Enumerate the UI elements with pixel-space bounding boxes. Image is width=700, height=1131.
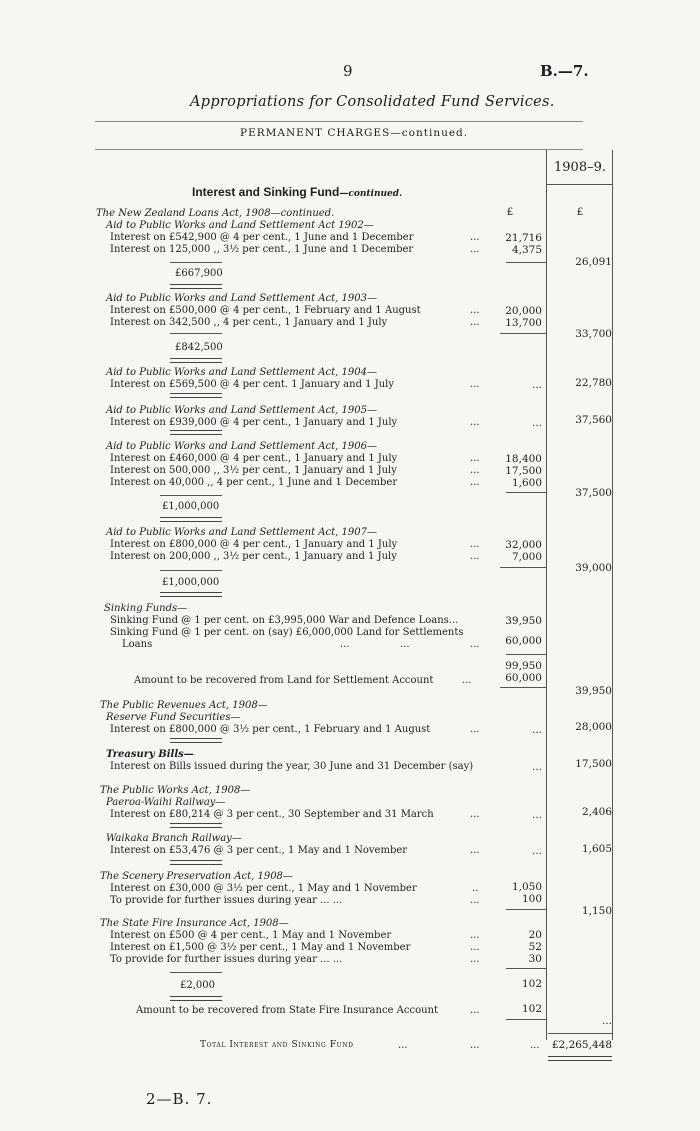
fire-recover-rule [506, 1019, 546, 1020]
grand-total-amount: £2,265,448 [551, 1039, 612, 1051]
act1902-subtotal-rule [170, 262, 222, 263]
act1906-amount-1: 18,400 [505, 453, 542, 465]
pound-sign-col1: £ [506, 206, 514, 218]
act1902-subtotal-double-rule [170, 284, 222, 289]
act1905-double-rule [170, 430, 222, 435]
section-title-main: Interest and Sinking Fund [192, 185, 340, 199]
act1907-line-1: Interest on £800,000 @ 4 per cent., 1 January and 1 July [110, 539, 398, 550]
act1903-amount-2: 13,700 [505, 317, 542, 329]
act1904-line: Interest on £569,500 @ 4 per cent. 1 January and 1 July [110, 379, 395, 390]
fire-line-3: To provide for further issues during year ... ... [110, 954, 343, 965]
act1907-subtotal-double-rule [160, 592, 222, 597]
fire-subtotal: £2,000 [180, 980, 215, 991]
fire-amount-1: 20 [528, 929, 542, 941]
paeroa-total: 2,406 [581, 806, 612, 818]
act1904-dots-1: ... [470, 379, 480, 390]
act1906-subtotal-rule [160, 495, 222, 496]
treasury-total: 17,500 [575, 758, 612, 770]
document-reference: B.—7. [540, 62, 589, 80]
act1902-line-2: Interest on 125,000 ,, 3½ per cent., 1 June and 1 December [110, 244, 414, 255]
paeroa-dots-1: ... [470, 809, 480, 820]
year-header-rule [546, 184, 612, 185]
sinking-recover-rule [500, 687, 546, 688]
act1907-sum-rule [500, 567, 546, 568]
revenues-dots-2: ... [531, 724, 542, 736]
paeroa-line: Interest on £80,214 @ 3 per cent., 30 September and 31 March [110, 809, 434, 820]
sinking-line-3: Loans [122, 639, 153, 650]
act1906-subtotal: £1,000,000 [162, 501, 220, 512]
act1903-subtotal-rule [170, 333, 222, 334]
page-subtitle: PERMANENT CHARGES—continued. [240, 127, 469, 139]
fire-total: ... [601, 1015, 612, 1027]
act1907-amount-1: 32,000 [505, 539, 542, 551]
act1907-amount-2: 7,000 [511, 551, 542, 563]
act1903-sum-rule [500, 333, 546, 334]
sinking-recover-amount: 60,000 [505, 672, 542, 684]
sinking-sum: 99,950 [505, 660, 542, 672]
total-label: Total Interest and Sinking Fund [200, 1040, 354, 1050]
act1902-dots-1: ... [470, 232, 480, 243]
fire-line-1: Interest on £500 @ 4 per cent., 1 May and 1 November [110, 930, 392, 941]
fire-dots-3: ... [470, 954, 480, 965]
act1904-dots-2: ... [531, 379, 542, 391]
scenery-total: 1,150 [581, 905, 612, 917]
scenery-line-1: Interest on £30,000 @ 3½ per cent., 1 May and 1 November [110, 883, 417, 894]
act1905-dots-1: ... [470, 417, 480, 428]
act1906-subtotal-double-rule [160, 517, 222, 522]
act1904-total: 22,780 [575, 377, 612, 389]
act1906-line-1: Interest on £460,000 @ 4 per cent., 1 January and 1 July [110, 453, 398, 464]
sinking-dots-a: ... [340, 639, 350, 650]
scenery-act: The Scenery Preservation Act, 1908— [100, 871, 293, 882]
waikaka-dots-2: ... [531, 845, 542, 857]
act1907-dots-1: ... [470, 539, 480, 550]
total-dots-2: ... [470, 1040, 480, 1051]
act1906-dots-1: ... [470, 453, 480, 464]
revenues-total: 28,000 [575, 721, 612, 733]
act1907-total: 39,000 [575, 562, 612, 574]
act1906-dots-3: ... [470, 477, 480, 488]
title-rule [95, 121, 583, 122]
act1902-amount-2: 4,375 [511, 244, 542, 256]
act1903-dots-1: ... [470, 305, 480, 316]
scenery-sum-rule [506, 909, 546, 910]
act1905-dots-2: ... [531, 417, 542, 429]
public-works-act: The Public Works Act, 1908— [100, 785, 251, 796]
total-dots-3: ... [530, 1040, 540, 1051]
treasury-line: Interest on Bills issued during the year, 30 June and 31 December (say) [110, 761, 474, 772]
revenues-double-rule [170, 738, 222, 743]
sinking-amount-2: 60,000 [505, 635, 542, 647]
fire-sum: 102 [521, 978, 542, 990]
act1903-total: 33,700 [575, 328, 612, 340]
act1906-line-3: Interest on 40,000 ,, 4 per cent., 1 June and 1 December [110, 477, 398, 488]
scenery-dots-2: ... [470, 895, 480, 906]
sinking-dots-b: ... [400, 639, 410, 650]
fire-recover-label: Amount to be recovered from State Fire Insurance Account [136, 1005, 438, 1016]
waikaka-line: Interest on £53,476 @ 3 per cent., 1 May and 1 November [110, 845, 408, 856]
fire-sum-rule [506, 968, 546, 969]
revenues-line: Interest on £800,000 @ 3½ per cent., 1 February and 1 August [110, 724, 431, 735]
act1903-line-1: Interest on £500,000 @ 4 per cent., 1 February and 1 August [110, 305, 421, 316]
fire-recover-amount: 102 [521, 1003, 542, 1015]
sinking-dots-c: ... [470, 639, 480, 650]
waikaka-dots-1: ... [470, 845, 480, 856]
sinking-heading: Sinking Funds— [104, 603, 188, 614]
act1903-subtotal: £842,500 [175, 342, 223, 353]
act1903-subtotal-double-rule [170, 358, 222, 363]
sinking-recover-label: Amount to be recovered from Land for Settlement Account [134, 675, 434, 686]
scenery-amount-1: 1,050 [511, 881, 542, 893]
act1902-sum-rule [506, 262, 546, 263]
sinking-recover-dots: ... [462, 675, 472, 686]
column-divider-right [612, 150, 613, 1040]
act1906-heading: Aid to Public Works and Land Settlement Act, 1906— [106, 441, 377, 452]
paeroa-double-rule [170, 823, 222, 828]
fire-amount-2: 52 [528, 941, 542, 953]
act1902-heading: Aid to Public Works and Land Settlement Act 1902— [106, 220, 374, 231]
fire-line-2: Interest on £1,500 @ 3½ per cent., 1 May and 1 November [110, 942, 411, 953]
act1904-heading: Aid to Public Works and Land Settlement Act, 1904— [106, 367, 377, 378]
act1906-amount-3: 1,600 [511, 477, 542, 489]
sinking-sum-rule [506, 654, 546, 655]
page-title: Appropriations for Consolidated Fund Services. [190, 94, 555, 110]
section-title-suffix: —continued. [339, 189, 403, 199]
subtitle-rule [95, 149, 583, 150]
act1902-dots-2: ... [470, 244, 480, 255]
act1907-dots-2: ... [470, 551, 480, 562]
fire-subtotal-rule [170, 972, 222, 973]
revenues-dots-1: ... [470, 724, 480, 735]
act1903-dots-2: ... [470, 317, 480, 328]
column-divider-left [546, 150, 547, 1040]
grand-total-double-rule [548, 1056, 612, 1061]
waikaka-heading: Waikaka Branch Railway— [106, 833, 242, 844]
footer-signature: 2—B. 7. [146, 1090, 213, 1108]
page-number: 9 [343, 62, 353, 80]
act1903-amount-1: 20,000 [505, 305, 542, 317]
scenery-dots-1: .. [472, 883, 479, 894]
year-column-header: 1908–9. [554, 160, 606, 175]
act1902-amount-1: 21,716 [505, 232, 542, 244]
fire-dots-1: ... [470, 930, 480, 941]
treasury-heading: Treasury Bills— [106, 749, 194, 760]
act1905-heading: Aid to Public Works and Land Settlement Act, 1905— [106, 405, 377, 416]
fire-dots-2: ... [470, 942, 480, 953]
act1904-double-rule [170, 393, 222, 398]
fire-recover-dots: ... [470, 1005, 480, 1016]
scenery-line-2: To provide for further issues during year ... ... [110, 895, 343, 906]
sinking-line-1: Sinking Fund @ 1 per cent. on £3,995,000 War and Defence Loans... [110, 615, 459, 626]
act1903-heading: Aid to Public Works and Land Settlement Act, 1903— [106, 293, 377, 304]
sinking-total: 39,950 [575, 685, 612, 697]
pound-sign-col2: £ [576, 206, 584, 218]
nz-loans-act: The New Zealand Loans Act, 1908—continued. [96, 208, 335, 219]
act1902-subtotal: £667,900 [175, 268, 223, 279]
act1902-total: 26,091 [575, 256, 612, 268]
paeroa-heading: Paeroa-Waihi Railway— [106, 797, 226, 808]
act1906-line-2: Interest on 500,000 ,, 3½ per cent., 1 January and 1 July [110, 465, 397, 476]
act1902-line-1: Interest on £542,900 @ 4 per cent., 1 June and 1 December [110, 232, 414, 243]
revenues-act: The Public Revenues Act, 1908— [100, 700, 268, 711]
sinking-line-2: Sinking Fund @ 1 per cent. on (say) £6,000,000 Land for Settlements [110, 627, 464, 638]
revenues-heading: Reserve Fund Securities— [106, 712, 241, 723]
scenery-amount-2: 100 [521, 893, 542, 905]
section-title [192, 181, 402, 200]
act1906-dots-2: ... [470, 465, 480, 476]
treasury-dots: ... [531, 761, 542, 773]
fire-amount-3: 30 [528, 953, 542, 965]
waikaka-double-rule [170, 860, 222, 865]
total-dots-1: ... [398, 1040, 408, 1051]
act1905-line: Interest on £939,000 @ 4 per cent., 1 January and 1 July [110, 417, 398, 428]
act1906-amount-2: 17,500 [505, 465, 542, 477]
act1903-line-2: Interest on 342,500 ,, 4 per cent., 1 January and 1 July [110, 317, 388, 328]
act1907-subtotal-rule [160, 570, 222, 571]
sinking-amount-1: 39,950 [505, 615, 542, 627]
paeroa-dots-2: ... [531, 809, 542, 821]
fire-subtotal-double-rule [170, 996, 222, 1001]
act1907-subtotal: £1,000,000 [162, 577, 220, 588]
act1906-total: 37,500 [575, 487, 612, 499]
act1906-sum-rule [506, 492, 546, 493]
waikaka-total: 1,605 [581, 843, 612, 855]
act1907-line-2: Interest on 200,000 ,, 3½ per cent., 1 January and 1 July [110, 551, 397, 562]
grand-total-top-rule [548, 1033, 612, 1034]
act1907-heading: Aid to Public Works and Land Settlement Act, 1907— [106, 527, 377, 538]
fire-act: The State Fire Insurance Act, 1908— [100, 918, 289, 929]
act1905-total: 37,560 [575, 414, 612, 426]
